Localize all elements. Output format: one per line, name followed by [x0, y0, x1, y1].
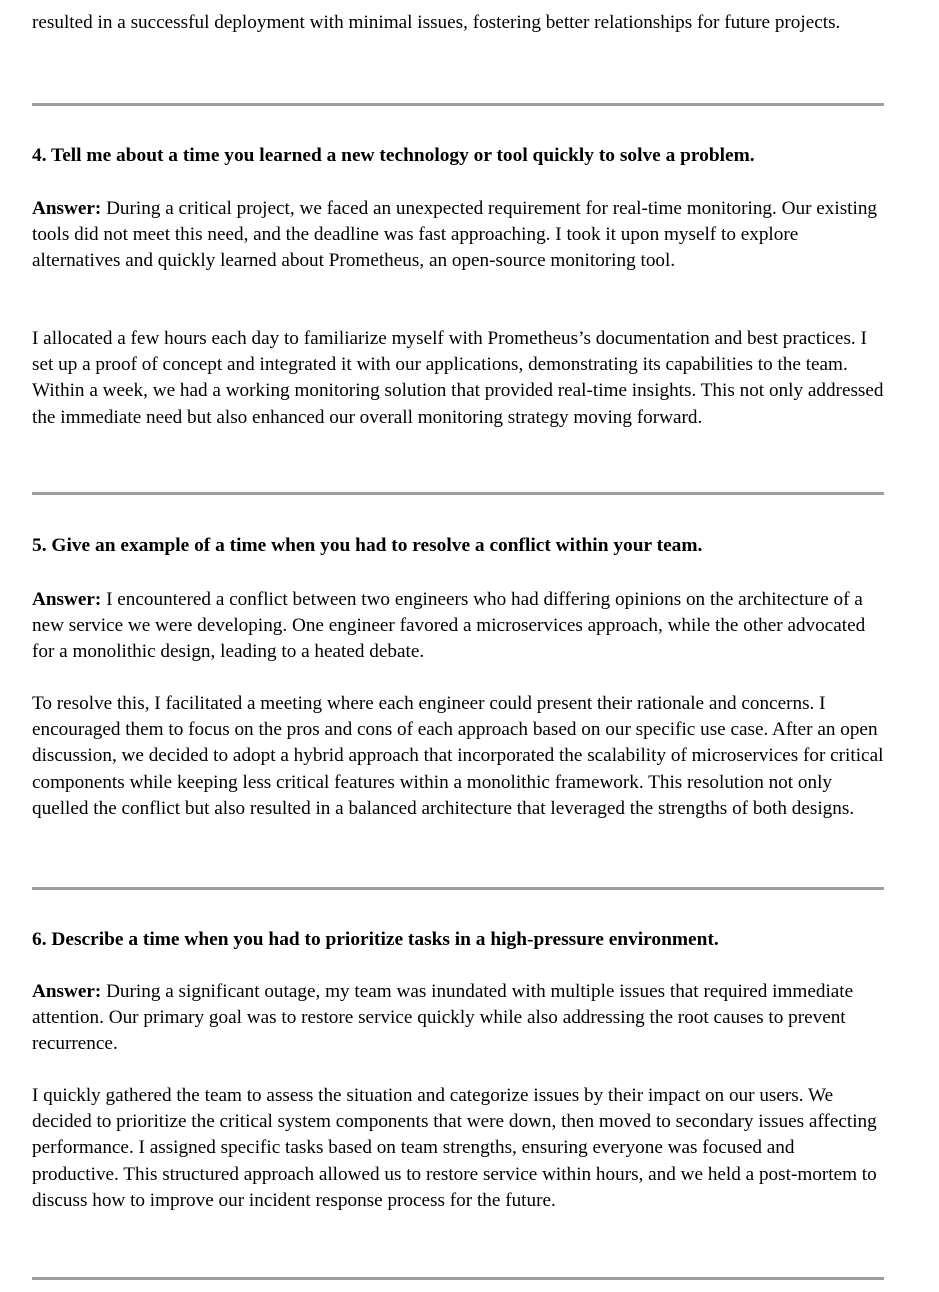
answer-5-paragraph-2-block	[32, 691, 884, 822]
horizontal-rule	[32, 492, 884, 495]
horizontal-rule	[32, 103, 884, 106]
answer-label-6: Answer:	[32, 981, 102, 1002]
horizontal-rule	[32, 1277, 884, 1280]
question-heading-4: 4. Tell me about a time you learned a new technology or tool quickly to solve a problem.	[32, 145, 755, 166]
section-divider-1	[32, 103, 884, 106]
answer-label-5: Answer:	[32, 589, 102, 610]
answer-4-paragraph-1-block	[32, 196, 884, 275]
continued-paragraph-block	[32, 10, 884, 36]
answer-label-4: Answer:	[32, 198, 102, 219]
question-heading-4-block	[32, 143, 884, 169]
section-divider-4	[32, 1277, 884, 1280]
answer-5-paragraph-1	[32, 587, 884, 666]
section-divider-3	[32, 887, 884, 890]
continued-paragraph: resulted in a successful deployment with minimal issues, fostering better relationships for future projects.	[32, 12, 841, 33]
question-heading-5: 5. Give an example of a time when you had to resolve a conflict within your team.	[32, 535, 703, 556]
section-divider-2	[32, 492, 884, 495]
answer-4-paragraph-1	[32, 196, 884, 275]
answer-5-text-1: I encountered a conflict between two engineers who had differing opinions on the architecture of a new service we were developing. One engineer favored a microservices approach, while the other advocated for a monolithic design, leading to a heated debate.	[32, 589, 866, 663]
question-heading-6: 6. Describe a time when you had to prioritize tasks in a high-pressure environment.	[32, 929, 719, 950]
question-heading-5-block	[32, 533, 884, 559]
answer-4-paragraph-2: I allocated a few hours each day to familiarize myself with Prometheus’s documentation and best practices. I set up a proof of concept and integrated it with our applications, demonstrating its capabilities to the team. Within a week, we had a working monitoring solution that provided real-time insights. This not only addressed the immediate need but also enhanced our overall monitoring strategy moving forward.	[32, 328, 884, 428]
answer-6-text-1: During a significant outage, my team was inundated with multiple issues that required immediate attention. Our primary goal was to restore service quickly while also addressing the root causes to prevent recurrence.	[32, 981, 854, 1055]
answer-6-paragraph-1-block	[32, 979, 884, 1058]
answer-6-paragraph-2: I quickly gathered the team to assess the situation and categorize issues by their impact on our users. We decided to prioritize the critical system components that were down, then moved to secondary issues affecting performance. I assigned specific tasks based on team strengths, ensuring everyone was focused and productive. This structured approach allowed us to restore service within hours, and we held a post-mortem to discuss how to improve our incident response process for the future.	[32, 1085, 877, 1211]
horizontal-rule	[32, 887, 884, 890]
answer-5-paragraph-1-block	[32, 587, 884, 666]
question-heading-6-block	[32, 927, 884, 953]
answer-6-paragraph-1	[32, 979, 884, 1058]
answer-4-paragraph-2-block	[32, 326, 884, 431]
answer-5-paragraph-2: To resolve this, I facilitated a meeting where each engineer could present their rationale and concerns. I encouraged them to focus on the pros and cons of each approach based on our specific use case. After an open discussion, we decided to adopt a hybrid approach that incorporated the scalability of microservices for critical components while keeping less critical features within a monolithic framework. This resolution not only quelled the conflict but also resulted in a balanced architecture that leveraged the strengths of both designs.	[32, 693, 884, 819]
answer-6-paragraph-2-block	[32, 1083, 884, 1214]
answer-4-text-1: During a critical project, we faced an unexpected requirement for real-time monitoring. Our existing tools did not meet this need, and the deadline was fast approaching. I took it upon myself to explore alternatives and quickly learned about Prometheus, an open-source monitoring tool.	[32, 198, 878, 272]
